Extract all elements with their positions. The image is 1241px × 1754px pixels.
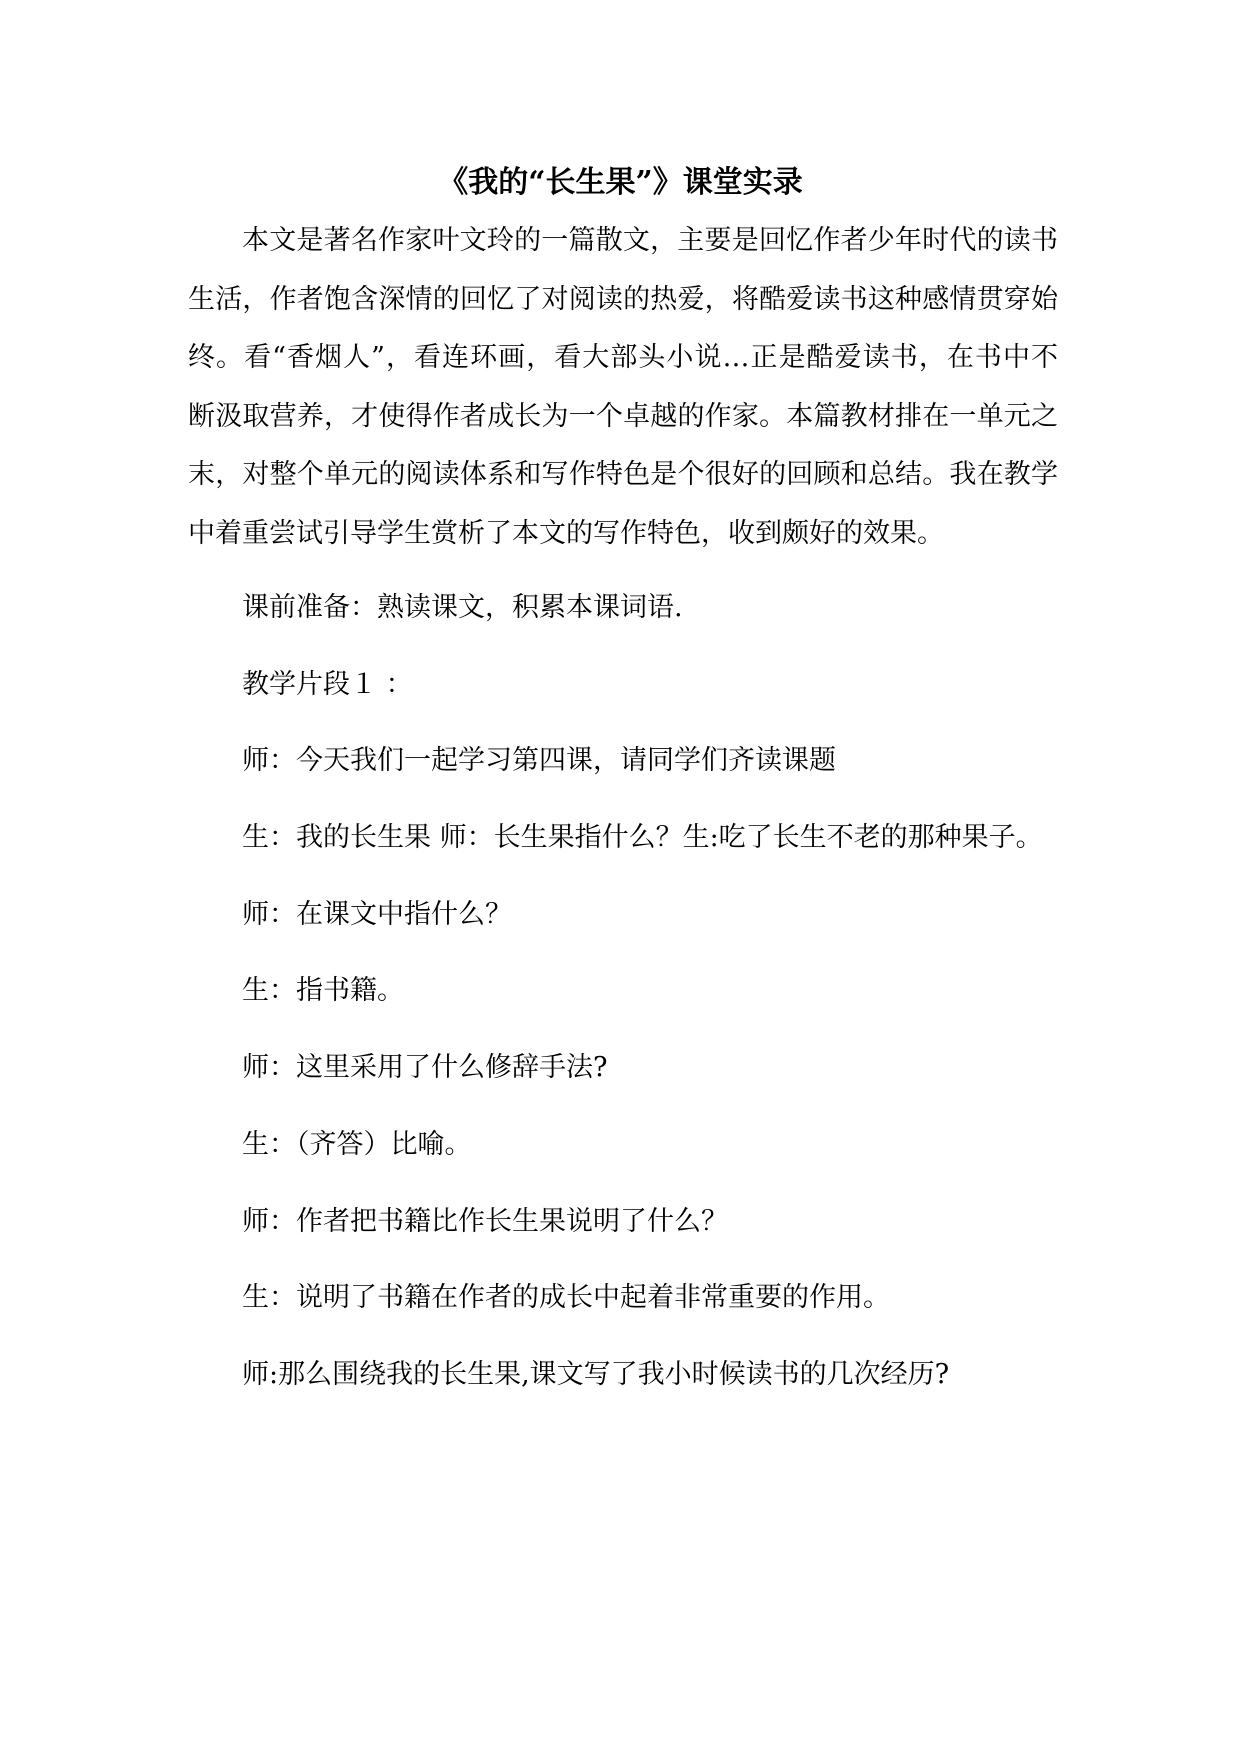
section-heading: 教学片段１ ： — [242, 668, 413, 700]
dialogue-line: 师：作者把书籍比作长生果说明了什么？ — [242, 1205, 728, 1237]
intro-line: 末，对整个单元的阅读体系和写作特色是个很好的回顾和总结。我在教学 — [188, 459, 1058, 491]
dialogue-line: 师：今天我们一起学习第四课，请同学们齐读课题 — [242, 745, 836, 777]
dialogue-line: 生：（齐答）比喻。 — [242, 1128, 472, 1160]
intro-line: 生活，作者饱含深情的回忆了对阅读的热爱，将酷爱读书这种感情贯穿始 — [188, 283, 1058, 315]
dialogue-line: 生：说明了书籍在作者的成长中起着非常重要的作用。 — [242, 1282, 890, 1314]
intro-line: 断汲取营养，才使得作者成长为一个卓越的作家。本篇教材排在一单元之 — [188, 400, 1058, 432]
dialogue-line: 师：这里采用了什么修辞手法? — [242, 1052, 608, 1084]
lesson-dialogue — [188, 579, 1058, 1423]
intro-line: 终。看“香烟人”，看连环画，看大部头小说…正是酷爱读书，在书中不 — [188, 342, 1058, 374]
dialogue-line: 生：我的长生果 师：长生果指什么？生:吃了长生不老的那种果子。 — [242, 822, 1043, 854]
preparation-paragraph: 课前准备：熟读课文，积累本课词语. — [242, 592, 683, 623]
dialogue-line: 师:那么围绕我的长生果,课文写了我小时候读书的几次经历? — [242, 1358, 950, 1390]
document-title: 《我的“长生果”》课堂实录 — [438, 165, 803, 200]
intro-paragraph — [188, 212, 1058, 564]
intro-line: 本文是著名作家叶文玲的一篇散文，主要是回忆作者少年时代的读书 — [242, 225, 1058, 256]
intro-line: 中着重尝试引导学生赏析了本文的写作特色，收到颇好的效果。 — [188, 517, 944, 549]
dialogue-line: 师：在课文中指什么？ — [242, 898, 512, 930]
dialogue-line: 生：指书籍。 — [242, 975, 404, 1007]
